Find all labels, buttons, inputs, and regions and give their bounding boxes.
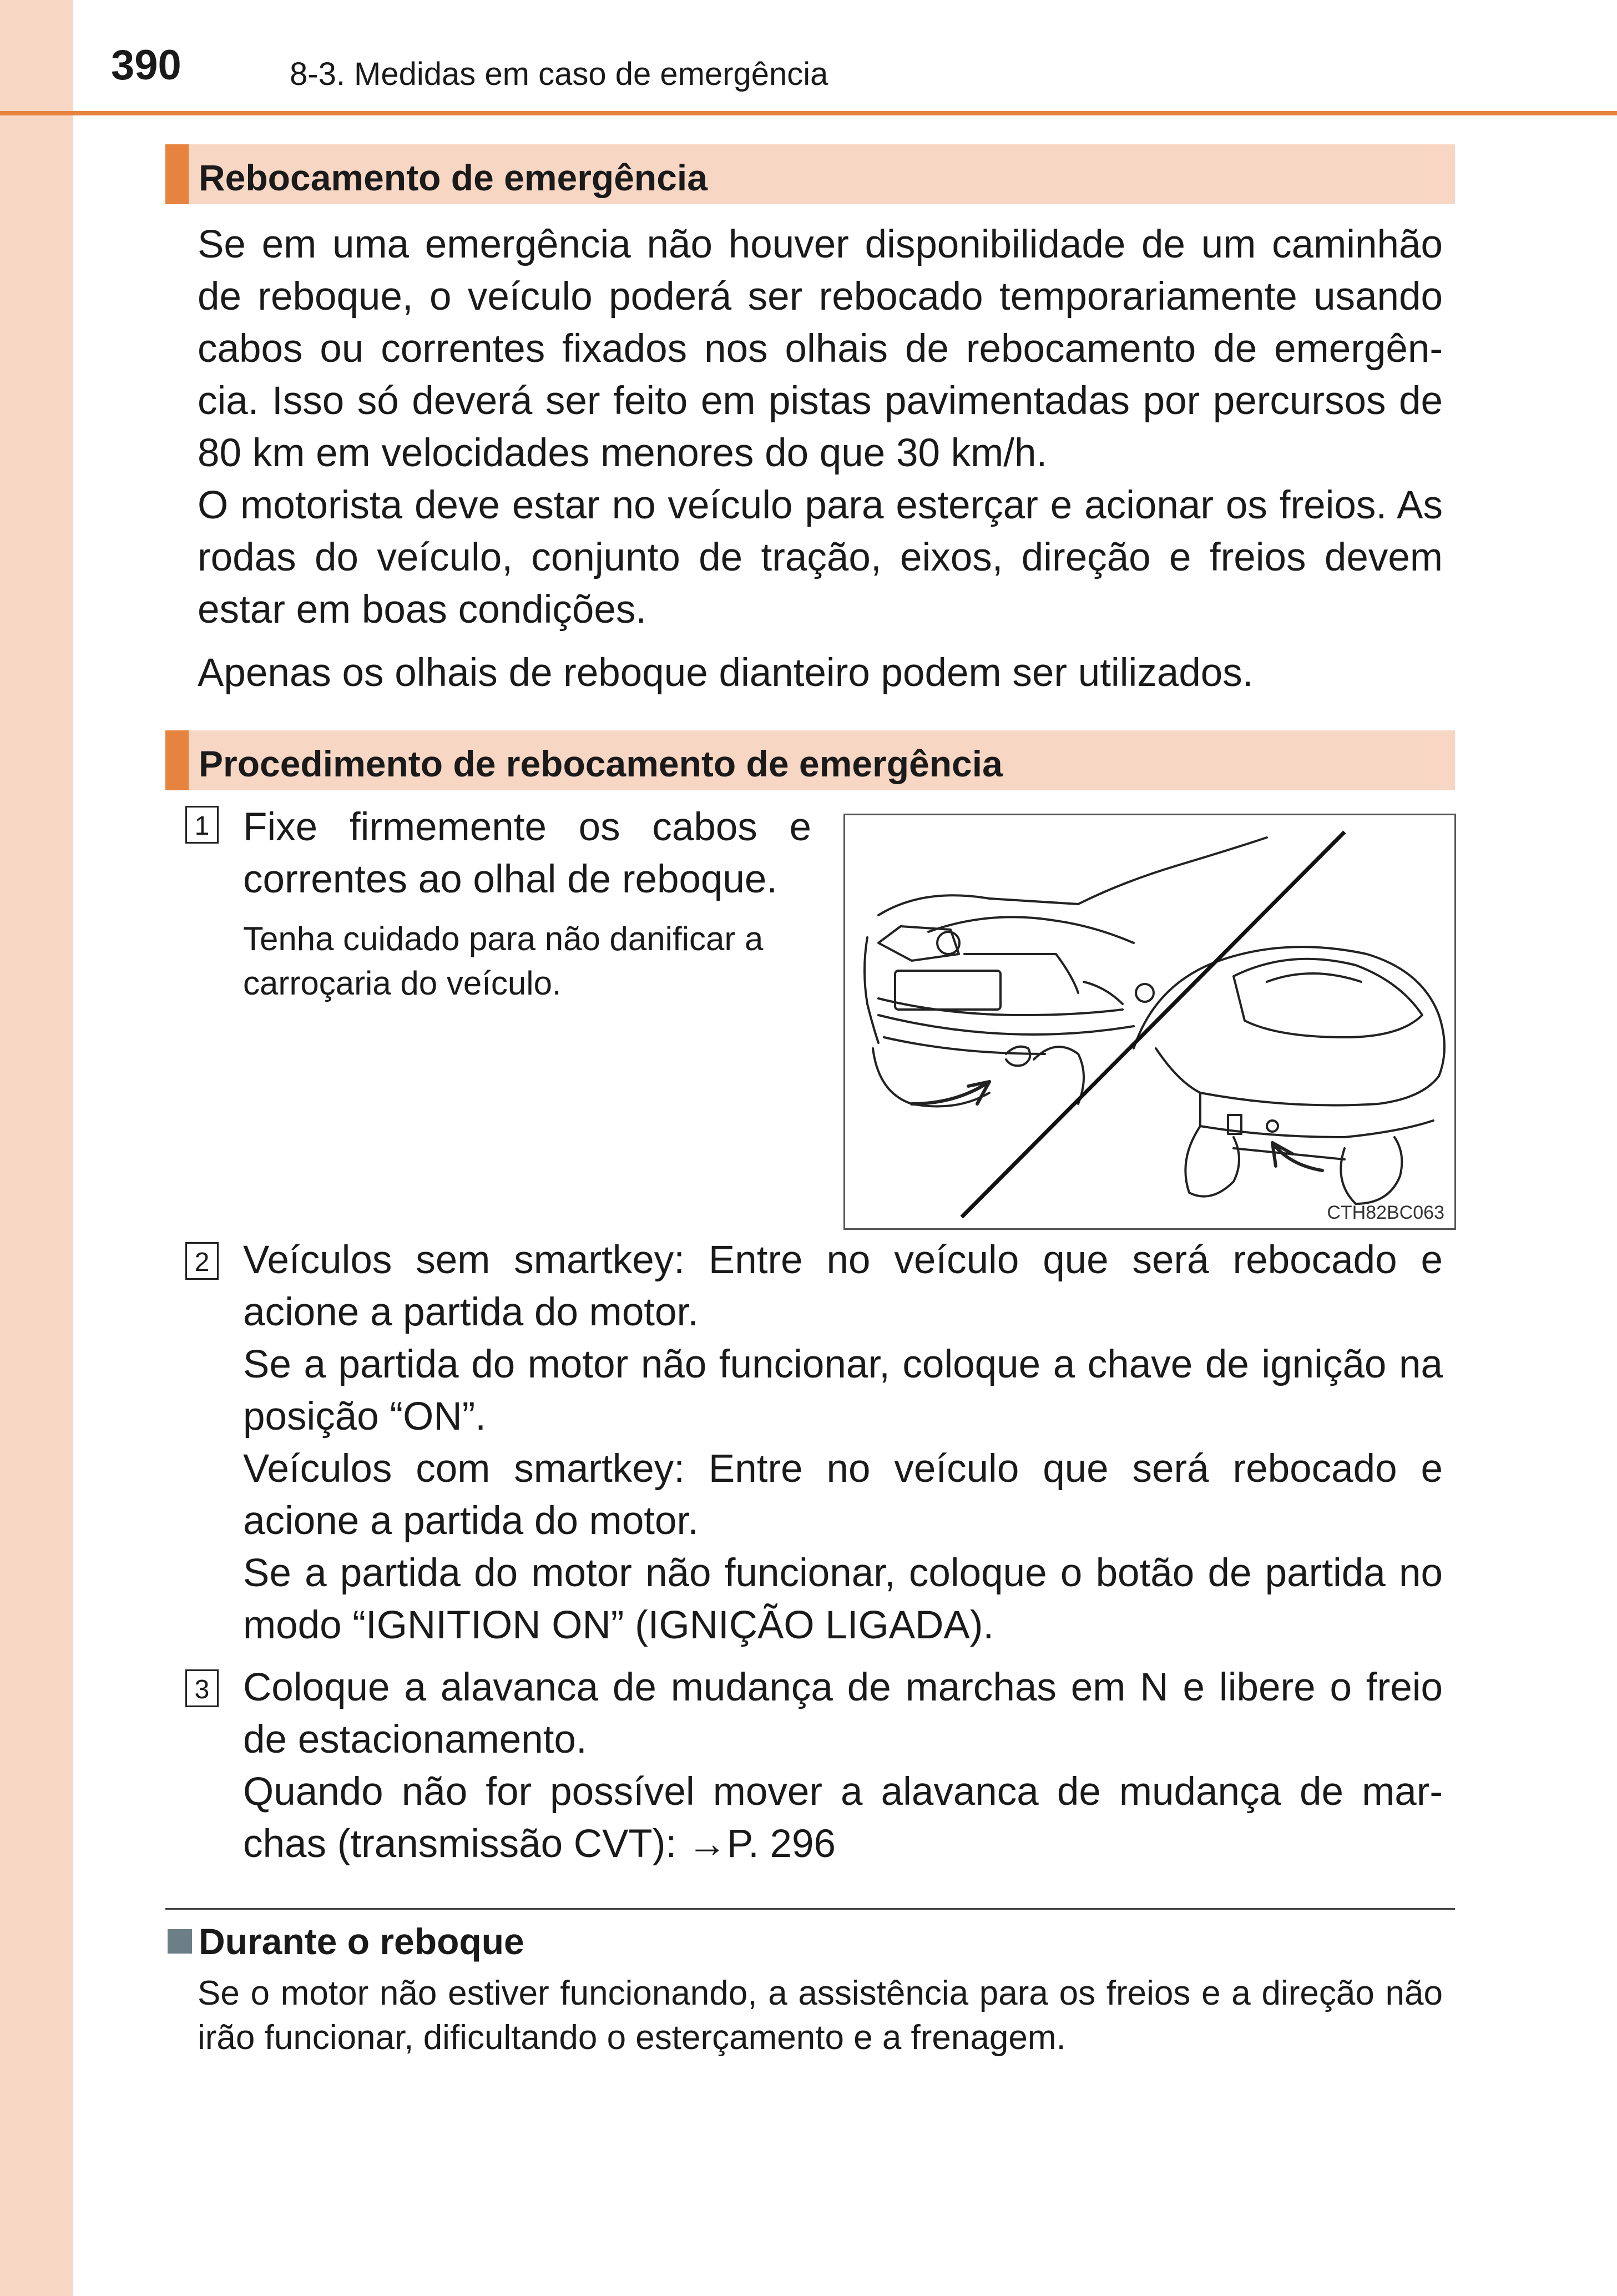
note-square-icon [168, 1929, 192, 1954]
section-heading-band [165, 144, 1455, 204]
running-head: 8-3. Medidas em caso de emergência [290, 56, 828, 92]
step-number-box: 3 [185, 1669, 219, 1707]
side-margin-band [0, 0, 73, 2296]
step-text: Coloque a alavanca de mudança de marchas em N e libere o freio de estacionamento. [243, 1666, 1443, 1762]
note-title: Durante o reboque [199, 1921, 524, 1962]
section-heading-band [165, 730, 1455, 790]
step-text: Fixe firmemente os cabos e correntes ao olhal de reboque. [243, 805, 811, 901]
paragraph: Apenas os olhais de reboque dianteiro podem ser utilizados. [198, 651, 1254, 695]
section-title: Rebocamento de emergência [199, 157, 708, 198]
paragraph: Se em uma emergência não houver disponibilidade de um caminhão de reboque, o veículo poderá ser rebocado temporariamente usando cabos ou correntes fixados nos olhais de rebocamento de emergên-cia. Isso só deverá ser feito em pistas pavimentadas por percursos de 80 km em velocidades menores do que 30 km/h. [198, 223, 1443, 475]
step-number-box: 1 [185, 806, 219, 844]
paragraph: O motorista deve estar no veículo para esterçar e acionar os freios. As rodas do veículo, conjunto de tração, eixos, direção e freios devem estar em boas condições. [198, 483, 1443, 632]
step-note: Tenha cuidado para não danificar a carroçaria do veículo. [243, 920, 764, 1002]
step-text: Veículos com smartkey: Entre no veículo que será rebocado e acione a partida do motor. [243, 1447, 1443, 1543]
page-number: 390 [111, 42, 181, 89]
step-text: Se a partida do motor não funcionar, coloque a chave de ignição na posição “ON”. [243, 1343, 1443, 1439]
header-rule [0, 111, 1617, 115]
car-front-rear-illustration [845, 815, 1454, 1228]
note-body: Se o motor não estiver funcionando, a assistência para os freios e a direção não irão funcionar, dificultando o esterçamento e a frenagem. [198, 1974, 1443, 2057]
step-number-box: 2 [185, 1242, 219, 1280]
step-text: Veículos sem smartkey: Entre no veículo que será rebocado e acione a partida do motor. [243, 1238, 1443, 1334]
section-heading-accent [165, 144, 189, 204]
section-title: Procedimento de rebocamento de emergência [199, 743, 1003, 784]
step-text: Se a partida do motor não funcionar, coloque o botão de partida no modo “IGNITION ON” (IGNIÇÃO LIGADA). [243, 1551, 1443, 1647]
section-heading-accent [165, 730, 189, 790]
step-text: Quando não for possível mover a alavanca de mudança de mar-chas (transmissão CVT): →P. 296 [243, 1770, 1443, 1866]
note-divider [165, 1908, 1455, 1910]
towing-illustration [843, 814, 1456, 1230]
figure-code: CTH82BC063 [1327, 1202, 1444, 1223]
